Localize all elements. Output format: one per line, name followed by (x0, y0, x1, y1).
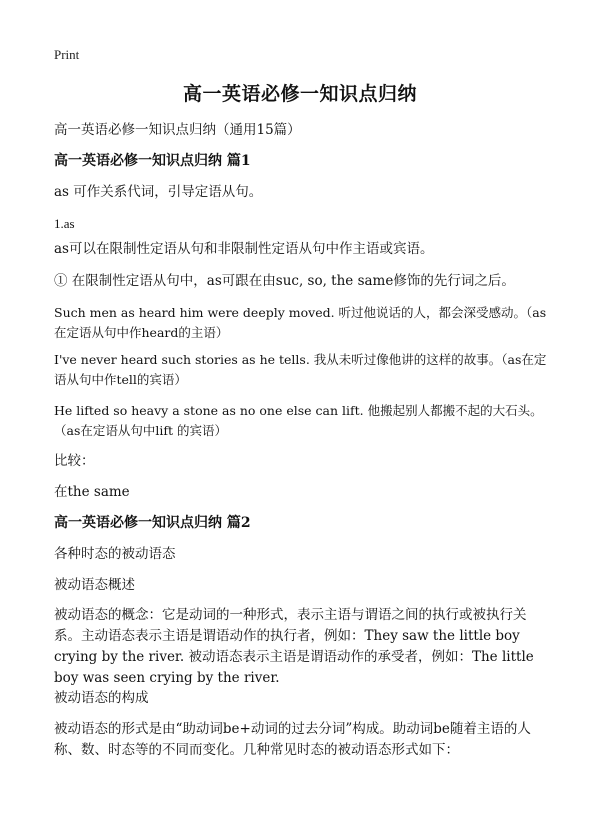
section-1-paragraph-4: ① 在限制性定语从句中，as可跟在由suc, so, the same修饰的先行词之后。 (54, 273, 515, 289)
section-2-paragraph-4: 被动语态的构成 (54, 690, 149, 706)
section-2-paragraph-1: 各种时态的被动语态 (54, 546, 176, 562)
section-2-paragraph-2: 被动语态概述 (54, 577, 135, 593)
print-label: Print (54, 47, 80, 62)
section-1-compare-label: 比较： (54, 453, 95, 469)
section-2-paragraph-5: 被动语态的形式是由“助动词be+动词的过去分词”构成。助动词be随着主语的人称、数、时态等的不同而变化。几种常见时态的被动语态形式如下： (54, 721, 531, 758)
document-subtitle: 高一英语必修一知识点归纳（通用15篇） (54, 122, 301, 138)
section-1-paragraph-9: 在the same (54, 484, 130, 500)
section-1-paragraph-3: as可以在限制性定语从句和非限制性定语从句中作主语或宾语。 (54, 241, 434, 257)
section-1-example-1: Such men as heard him were deeply moved. 听过他说话的人，都会深受感动。（as在定语从句中作heard的主语） (54, 305, 547, 340)
section-1-heading: 高一英语必修一知识点归纳 篇1 (54, 153, 251, 169)
section-1-example-3: He lifted so heavy a stone as no one else can lift. 他搬起别人都搬不起的大石头。（as在定语从句中lift 的宾语） (54, 403, 543, 438)
section-1-example-2: I've never heard such stories as he tells. 我从未听过像他讲的这样的故事。（as在定语从句中作tell的宾语） (54, 352, 547, 387)
page-title: 高一英语必修一知识点归纳 (182, 83, 417, 105)
section-2-paragraph-3: 被动语态的概念：它是动词的一种形式，表示主语与谓语之间的执行或被执行关系。主动语态表示主语是谓语动作的执行者，例如：They saw the little boy crying by the river. 被动语态表示主语是谓语动作的承受者，例如：The little boy was seen crying by the river. (54, 607, 534, 686)
section-1-paragraph-1: as 可作关系代词，引导定语从句。 (54, 184, 263, 200)
section-1-paragraph-2: 1.as (54, 216, 75, 231)
section-2-heading: 高一英语必修一知识点归纳 篇2 (54, 515, 251, 531)
